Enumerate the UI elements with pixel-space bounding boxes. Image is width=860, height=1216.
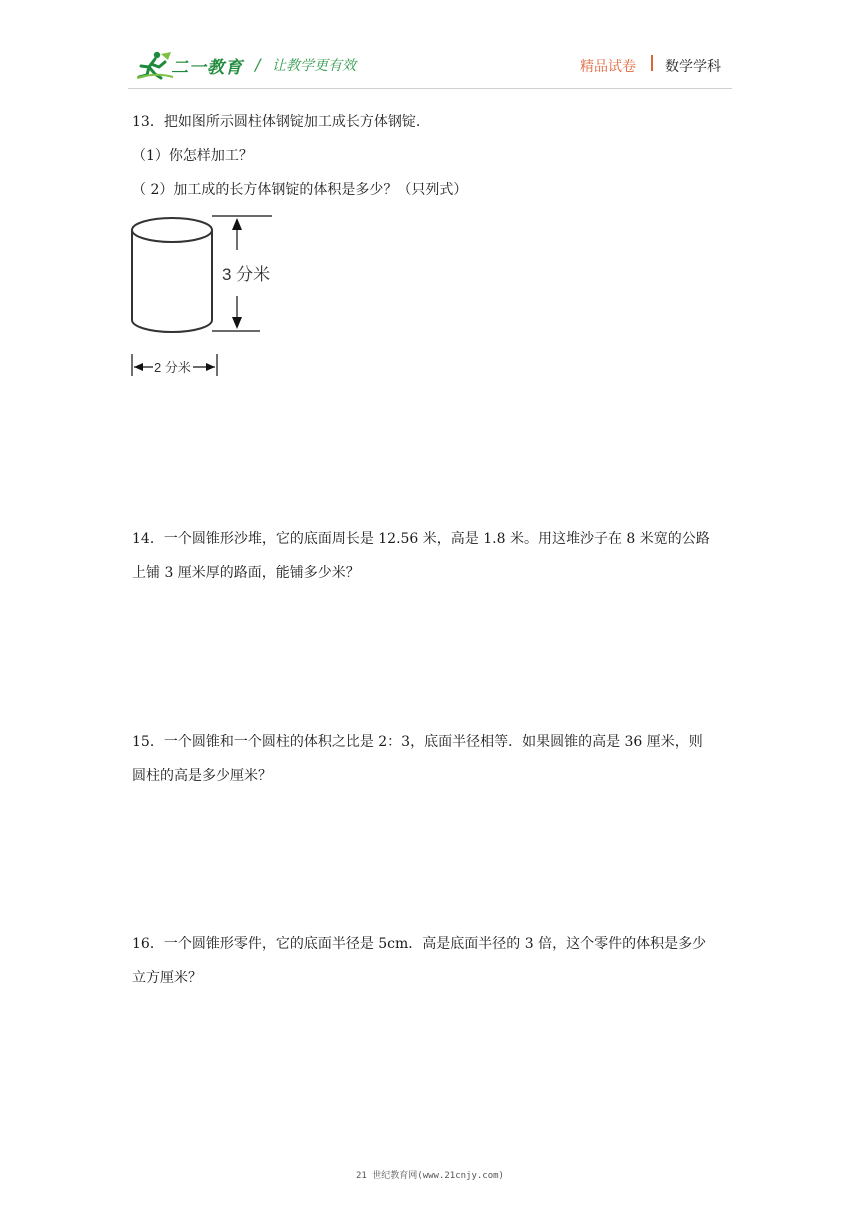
brand-name: 二一教育	[171, 58, 243, 78]
q16-line1: 16．一个圆锥形零件，它的底面半径是 5cm．高是底面半径的 3 倍，这个零件的体积是多少	[132, 936, 707, 952]
header-slash: /	[255, 55, 261, 74]
diameter-right-arrow	[206, 363, 215, 371]
q14-line2: 上铺 3 厘米厚的路面，能铺多少米？	[132, 565, 360, 581]
height-up-arrow	[232, 218, 242, 230]
q13-part2: （ 2）加工成的长方体钢锭的体积是多少？（只列式）	[132, 182, 468, 198]
subject-label: 数学学科	[665, 59, 721, 75]
cylinder-diagram	[125, 210, 295, 385]
q13-part1: （1）你怎样加工？	[132, 148, 253, 164]
header-divider	[651, 55, 653, 71]
quality-label: 精品试卷	[580, 59, 636, 75]
diameter-left-arrow	[134, 363, 143, 371]
runner-logo-icon	[135, 50, 175, 80]
page-header	[0, 0, 860, 100]
q14-line1: 14．一个圆锥形沙堆，它的底面周长是 12.56 米，高是 1.8 米。用这堆沙子在 8 米宽的公路	[132, 531, 710, 547]
height-label: 3 分米	[222, 265, 271, 284]
slogan: 让教学更有效	[272, 58, 356, 74]
logo	[135, 50, 245, 80]
page-footer: 21 世纪教育网(www.21cnjy.com)	[356, 1171, 504, 1181]
cylinder-top	[132, 218, 212, 242]
q15-line1: 15．一个圆锥和一个圆柱的体积之比是 2：3，底面半径相等．如果圆锥的高是 36 厘米，则	[132, 734, 703, 750]
q15-line2: 圆柱的高是多少厘米？	[132, 768, 272, 784]
cylinder-bottom	[132, 320, 212, 332]
height-down-arrow	[232, 317, 242, 329]
q16-line2: 立方厘米？	[132, 970, 202, 986]
q13-stem: 13．把如图所示圆柱体钢锭加工成长方体钢锭.	[132, 114, 421, 130]
diameter-label: 2 分米	[154, 360, 191, 375]
header-rule	[128, 88, 732, 89]
cylinder-figure	[125, 210, 295, 385]
